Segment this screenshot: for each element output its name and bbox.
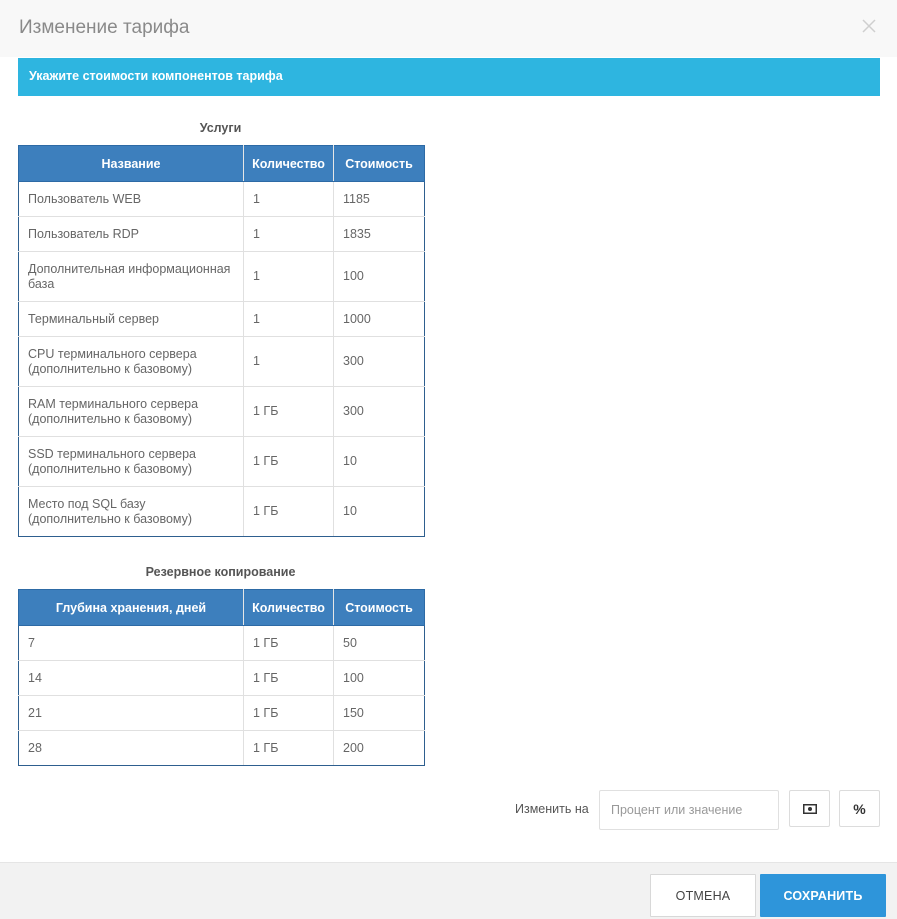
table-row bbox=[19, 182, 425, 217]
row-price[interactable]: 300 bbox=[334, 337, 425, 387]
modal-title: Изменение тарифа bbox=[19, 17, 190, 38]
change-value-input[interactable] bbox=[599, 790, 779, 830]
modal-header bbox=[0, 0, 897, 57]
column-header-price: Стоимость bbox=[334, 146, 425, 182]
row-price[interactable]: 100 bbox=[334, 252, 425, 302]
services-table bbox=[18, 145, 425, 537]
table-row bbox=[19, 217, 425, 252]
row-name: Дополнительная информационная база bbox=[19, 252, 244, 302]
row-price[interactable]: 50 bbox=[334, 626, 425, 661]
table-row bbox=[19, 487, 425, 537]
row-name: Терминальный сервер bbox=[19, 302, 244, 337]
row-name: Пользователь WEB bbox=[19, 182, 244, 217]
info-banner: Укажите стоимости компонентов тарифа bbox=[18, 58, 880, 96]
column-header-quantity: Количество bbox=[244, 590, 334, 626]
cancel-button[interactable]: ОТМЕНА bbox=[650, 874, 756, 917]
row-depth: 14 bbox=[19, 661, 244, 696]
row-name: Пользователь RDP bbox=[19, 217, 244, 252]
row-quantity: 1 bbox=[244, 337, 334, 387]
row-price[interactable]: 300 bbox=[334, 387, 425, 437]
backup-title: Резервное копирование bbox=[145, 565, 296, 579]
column-header-price: Стоимость bbox=[334, 590, 425, 626]
table-row bbox=[19, 731, 425, 766]
row-quantity: 1 ГБ bbox=[244, 626, 334, 661]
apply-percent-button[interactable] bbox=[839, 790, 880, 827]
table-header-row bbox=[19, 590, 425, 626]
column-header-quantity: Количество bbox=[244, 146, 334, 182]
modal-footer bbox=[0, 862, 897, 919]
row-quantity: 1 ГБ bbox=[244, 487, 334, 537]
save-button[interactable]: СОХРАНИТЬ bbox=[760, 874, 886, 917]
table-row bbox=[19, 252, 425, 302]
row-name: Место под SQL базу (дополнительно к базовому) bbox=[19, 487, 244, 537]
row-quantity: 1 ГБ bbox=[244, 437, 334, 487]
row-quantity: 1 ГБ bbox=[244, 661, 334, 696]
row-depth: 21 bbox=[19, 696, 244, 731]
row-price[interactable]: 200 bbox=[334, 731, 425, 766]
table-row bbox=[19, 337, 425, 387]
row-quantity: 1 bbox=[244, 182, 334, 217]
table-row bbox=[19, 302, 425, 337]
apply-amount-button[interactable] bbox=[789, 790, 830, 827]
row-quantity: 1 bbox=[244, 252, 334, 302]
row-name: CPU терминального сервера (дополнительно к базовому) bbox=[19, 337, 244, 387]
row-price[interactable]: 100 bbox=[334, 661, 425, 696]
row-quantity: 1 ГБ bbox=[244, 696, 334, 731]
percent-icon: % bbox=[853, 800, 866, 817]
column-header-name: Название bbox=[19, 146, 244, 182]
row-name: RAM терминального сервера (дополнительно к базовому) bbox=[19, 387, 244, 437]
column-header-depth: Глубина хранения, дней bbox=[19, 590, 244, 626]
change-by-label: Изменить на bbox=[515, 802, 589, 816]
backup-table bbox=[18, 589, 425, 766]
row-depth: 7 bbox=[19, 626, 244, 661]
row-price[interactable]: 10 bbox=[334, 437, 425, 487]
money-icon bbox=[803, 804, 817, 814]
row-depth: 28 bbox=[19, 731, 244, 766]
row-quantity: 1 bbox=[244, 217, 334, 252]
row-price[interactable]: 1835 bbox=[334, 217, 425, 252]
table-row bbox=[19, 437, 425, 487]
close-icon[interactable] bbox=[861, 18, 877, 34]
services-title: Услуги bbox=[199, 121, 242, 135]
row-quantity: 1 bbox=[244, 302, 334, 337]
row-quantity: 1 ГБ bbox=[244, 387, 334, 437]
row-quantity: 1 ГБ bbox=[244, 731, 334, 766]
row-price[interactable]: 10 bbox=[334, 487, 425, 537]
row-price[interactable]: 1000 bbox=[334, 302, 425, 337]
row-name: SSD терминального сервера (дополнительно к базовому) bbox=[19, 437, 244, 487]
table-row bbox=[19, 626, 425, 661]
table-row bbox=[19, 661, 425, 696]
row-price[interactable]: 150 bbox=[334, 696, 425, 731]
row-price[interactable]: 1185 bbox=[334, 182, 425, 217]
table-header-row bbox=[19, 146, 425, 182]
table-row bbox=[19, 387, 425, 437]
table-row bbox=[19, 696, 425, 731]
